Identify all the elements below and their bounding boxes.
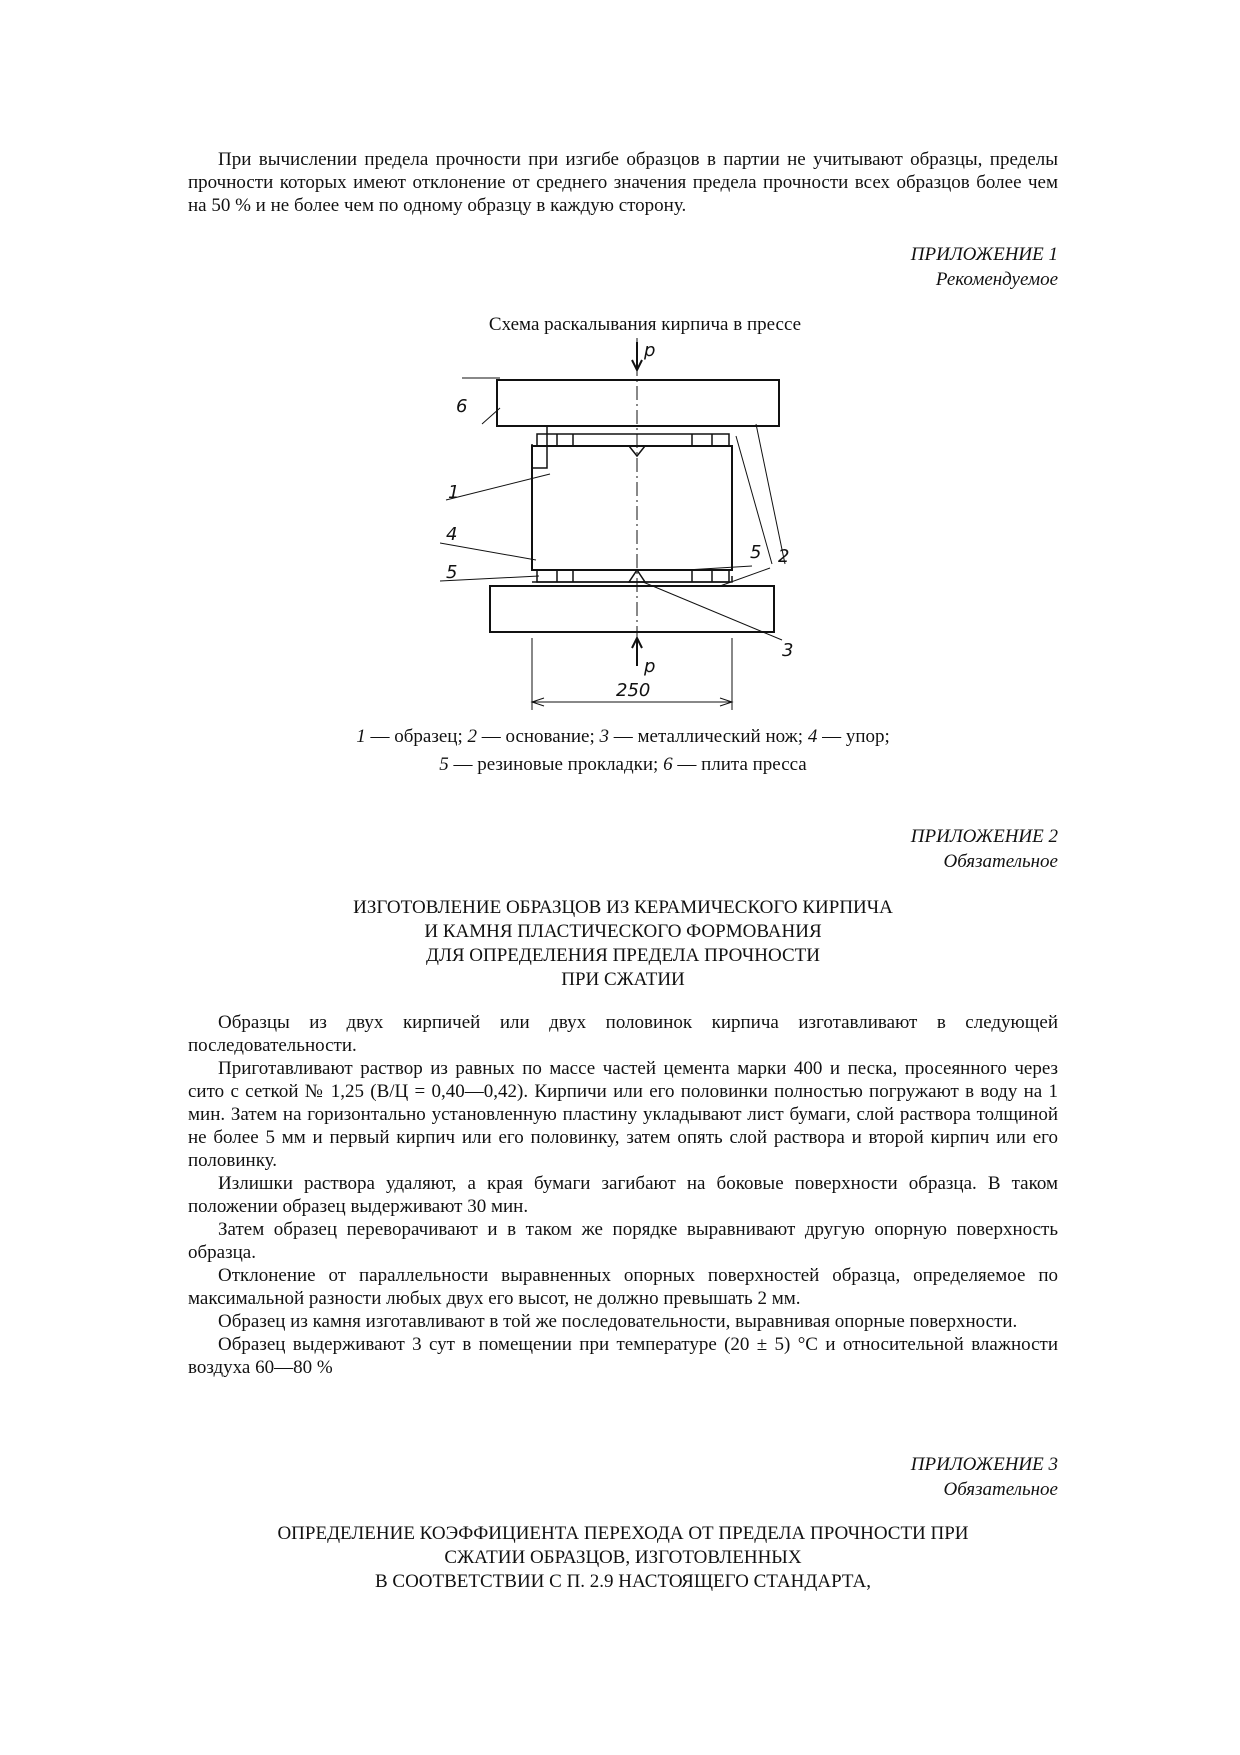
heading-line: И КАМНЯ ПЛАСТИЧЕСКОГО ФОРМОВАНИЯ <box>424 921 822 942</box>
legend-num: 2 <box>467 726 477 747</box>
appendix3-heading <box>188 1522 1058 1594</box>
appendix2-heading <box>188 896 1058 992</box>
heading-line: В СООТВЕТСТВИИ С П. 2.9 НАСТОЯЩЕГО СТАНДАРТА, <box>374 1571 871 1592</box>
appendix2-body <box>188 1011 1058 1379</box>
legend-text: — резиновые прокладки; <box>448 754 664 775</box>
label-4: 4 <box>446 524 458 545</box>
press-plate-top <box>497 380 779 426</box>
label-5-right: 5 <box>750 542 762 563</box>
appendix2-header <box>911 824 1058 874</box>
appendix1-title: ПРИЛОЖЕНИЕ 1 <box>910 244 1058 265</box>
rubber-pad-top <box>537 434 729 446</box>
body-paragraph: Излишки раствора удаляют, а края бумаги загибают на боковые поверхности образца. В таком положении образец выдерживают 30 мин. <box>188 1173 1058 1217</box>
figure-legend <box>188 723 1058 779</box>
appendix3-header <box>911 1452 1058 1502</box>
dimension-label: 250 <box>616 680 651 701</box>
label-p-top: p <box>644 340 656 361</box>
heading-line: ПРИ СЖАТИИ <box>561 969 685 990</box>
legend-text: — плита пресса <box>672 754 807 775</box>
label-1: 1 <box>448 482 460 503</box>
appendix2-status: Обязательное <box>943 851 1058 872</box>
legend-text: — упор; <box>817 726 890 747</box>
intro-paragraph: При вычислении предела прочности при изгибе образцов в партии не учитывают образцы, пределы прочности которых имеют отклонение от среднего значения предела прочности всех образцов более чем на 50 % и не более чем по одному образцу в каждую сторону. <box>188 149 1058 216</box>
legend-line-2 <box>188 751 1058 779</box>
heading-line: ОПРЕДЕЛЕНИЕ КОЭФФИЦИЕНТА ПЕРЕХОДА ОТ ПРЕДЕЛА ПРОЧНОСТИ ПРИ <box>277 1523 969 1544</box>
press-diagram <box>440 338 840 728</box>
label-6: 6 <box>456 396 468 417</box>
heading-line: СЖАТИИ ОБРАЗЦОВ, ИЗГОТОВЛЕННЫХ <box>444 1547 802 1568</box>
legend-num: 6 <box>663 754 673 775</box>
appendix3-title: ПРИЛОЖЕНИЕ 3 <box>910 1454 1058 1475</box>
body-paragraph: Образцы из двух кирпичей или двух половинок кирпича изготавливают в следующей последовательности. <box>188 1012 1058 1056</box>
legend-num: 5 <box>439 754 449 775</box>
appendix3-status: Обязательное <box>943 1479 1058 1500</box>
label-5-left: 5 <box>446 562 458 583</box>
legend-num: 1 <box>356 726 366 747</box>
legend-text: — металлический нож; <box>609 726 808 747</box>
legend-num: 4 <box>807 726 818 747</box>
sample-brick <box>532 446 732 570</box>
body-paragraph: Отклонение от параллельности выравненных опорных поверхностей образца, определяемое по максимальной разности любых двух его высот, не должно превышать 2 мм. <box>188 1265 1058 1309</box>
appendix1-header <box>911 242 1058 292</box>
heading-line: ИЗГОТОВЛЕНИЕ ОБРАЗЦОВ ИЗ КЕРАМИЧЕСКОГО КИРПИЧА <box>353 897 893 918</box>
legend-line-1 <box>188 723 1058 751</box>
body-paragraph: Образец из камня изготавливают в той же последовательности, выравнивая опорные поверхности. <box>218 1311 1018 1332</box>
heading-line: ДЛЯ ОПРЕДЕЛЕНИЯ ПРЕДЕЛА ПРОЧНОСТИ <box>426 945 820 966</box>
appendix2-title: ПРИЛОЖЕНИЕ 2 <box>910 826 1058 847</box>
label-2: 2 <box>778 546 790 567</box>
legend-num: 3 <box>599 726 610 747</box>
legend-text: — основание; <box>476 726 600 747</box>
label-3: 3 <box>782 640 794 661</box>
body-paragraph: Затем образец переворачивают и в таком же порядке выравнивают другую опорную поверхность образца. <box>188 1219 1058 1263</box>
appendix1-status: Рекомендуемое <box>935 269 1058 290</box>
label-p-bottom: p <box>644 656 656 677</box>
body-paragraph: Приготавливают раствор из равных по массе частей цемента марки 400 и песка, просеянного через сито с сеткой № 1,25 (В/Ц = 0,40—0,42). Кирпичи или его половинки полностью погружают в воду на 1 мин. Затем на горизонтально установленную пластину укладывают лист бумаги, слой раствора толщиной не более 5 мм и первый кирпич или его половинку, затем опять слой раствора и второй кирпич или его половинку. <box>188 1058 1058 1171</box>
legend-text: — образец; <box>365 726 468 747</box>
body-paragraph: Образец выдерживают 3 сут в помещении при температуре (20 ± 5) °С и относительной влажности воздуха 60—80 % <box>188 1334 1058 1378</box>
intro-block <box>188 148 1058 217</box>
figure-title: Схема раскалывания кирпича в прессе <box>488 314 802 335</box>
press-plate-bottom <box>490 586 774 632</box>
